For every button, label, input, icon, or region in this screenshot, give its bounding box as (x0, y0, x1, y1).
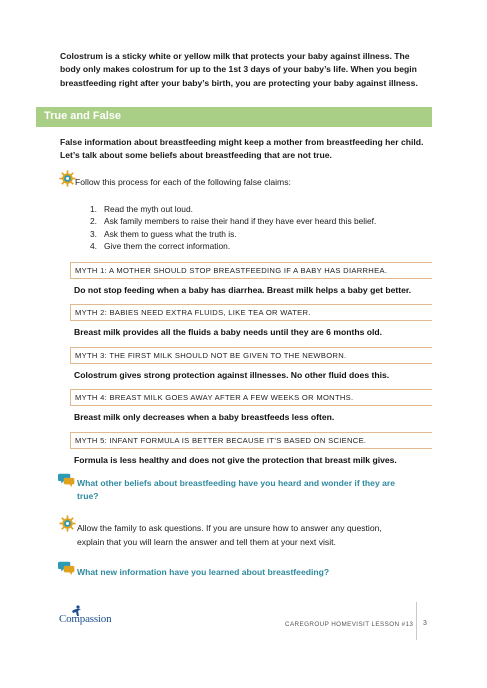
myth-claim: MYTH 2: BABIES NEED EXTRA FLUIDS, LIKE TEA OR WATER. (70, 304, 432, 321)
page-number: 3 (423, 620, 427, 627)
section-title: True and False (44, 110, 122, 122)
speech-bubbles-icon (58, 472, 76, 487)
guidance-text: Allow the family to ask questions. If you are unsure how to answer any question, explain that you will learn the answer and tell them at your next visit. (77, 523, 382, 547)
myth-block-3 (70, 347, 432, 380)
step-text: Ask them to guess what the truth is. (104, 228, 237, 239)
myth-truth: Breast milk only decreases when a baby breastfeeds less often. (74, 412, 335, 422)
list-item (90, 215, 376, 227)
list-item (90, 240, 376, 252)
gear-sun-icon (59, 515, 76, 532)
myth-block-4 (70, 389, 432, 422)
discussion-question-1: What other beliefs about breastfeeding have you heard and wonder if they are true? (77, 478, 396, 501)
step-text: Give them the correct information. (104, 241, 231, 252)
myth-claim: MYTH 5: INFANT FORMULA IS BETTER BECAUSE IT’S BASED ON SCIENCE. (70, 432, 432, 449)
section-header-bar (36, 107, 432, 127)
myth-block-5 (70, 432, 432, 465)
myth-block-2 (70, 304, 432, 337)
list-item (90, 228, 376, 240)
myth-claim: MYTH 3: THE FIRST MILK SHOULD NOT BE GIVEN TO THE NEWBORN. (70, 347, 432, 364)
discussion-question-2: What new information have you learned about breastfeeding? (77, 567, 330, 577)
lead-paragraph: False information about breastfeeding might keep a mother from breastfeeding her child. Let’s talk about some beliefs about breastfeeding that are not true. (60, 137, 424, 161)
step-number: 1. (90, 204, 97, 214)
compassion-logo (59, 605, 125, 627)
list-item (90, 203, 376, 215)
intro-paragraph: Colostrum is a sticky white or yellow milk that protects your baby against illness. The body only makes colostrum for up to the 1st 3 days of your baby’s life. When you begin breastfeeding right after your baby’s birth, you are protecting your baby against illness. (60, 51, 418, 88)
step-number: 2. (90, 216, 97, 227)
step-text: Read the myth out loud. (104, 204, 193, 214)
myth-truth: Formula is less healthy and does not give the protection that breast milk gives. (74, 455, 397, 465)
steps-list (90, 203, 376, 253)
myth-claim: MYTH 1: A MOTHER SHOULD STOP BREASTFEEDING IF A BABY HAS DIARRHEA. (70, 262, 432, 279)
step-number: 3. (90, 228, 97, 239)
myth-claim: MYTH 4: BREAST MILK GOES AWAY AFTER A FEW WEEKS OR MONTHS. (70, 389, 432, 406)
step-text: Ask family members to raise their hand if they have ever heard this belief. (104, 216, 377, 227)
logo-wordmark: Compassion (59, 613, 112, 625)
myth-truth: Colostrum gives strong protection against illnesses. No other fluid does this. (74, 370, 390, 380)
myth-block-1 (70, 262, 432, 295)
instruction-text: Follow this process for each of the following false claims: (75, 177, 291, 187)
speech-bubbles-icon (58, 560, 76, 575)
lesson-label: CAREGROUP HOMEVISIT LESSON #13 (285, 621, 414, 628)
gear-sun-icon (59, 170, 76, 187)
myth-truth: Breast milk provides all the fluids a baby needs until they are 6 months old. (74, 327, 383, 337)
footer-divider (416, 602, 417, 640)
myth-truth: Do not stop feeding when a baby has diarrhea. Breast milk helps a baby get better. (74, 285, 412, 295)
step-number: 4. (90, 241, 97, 252)
